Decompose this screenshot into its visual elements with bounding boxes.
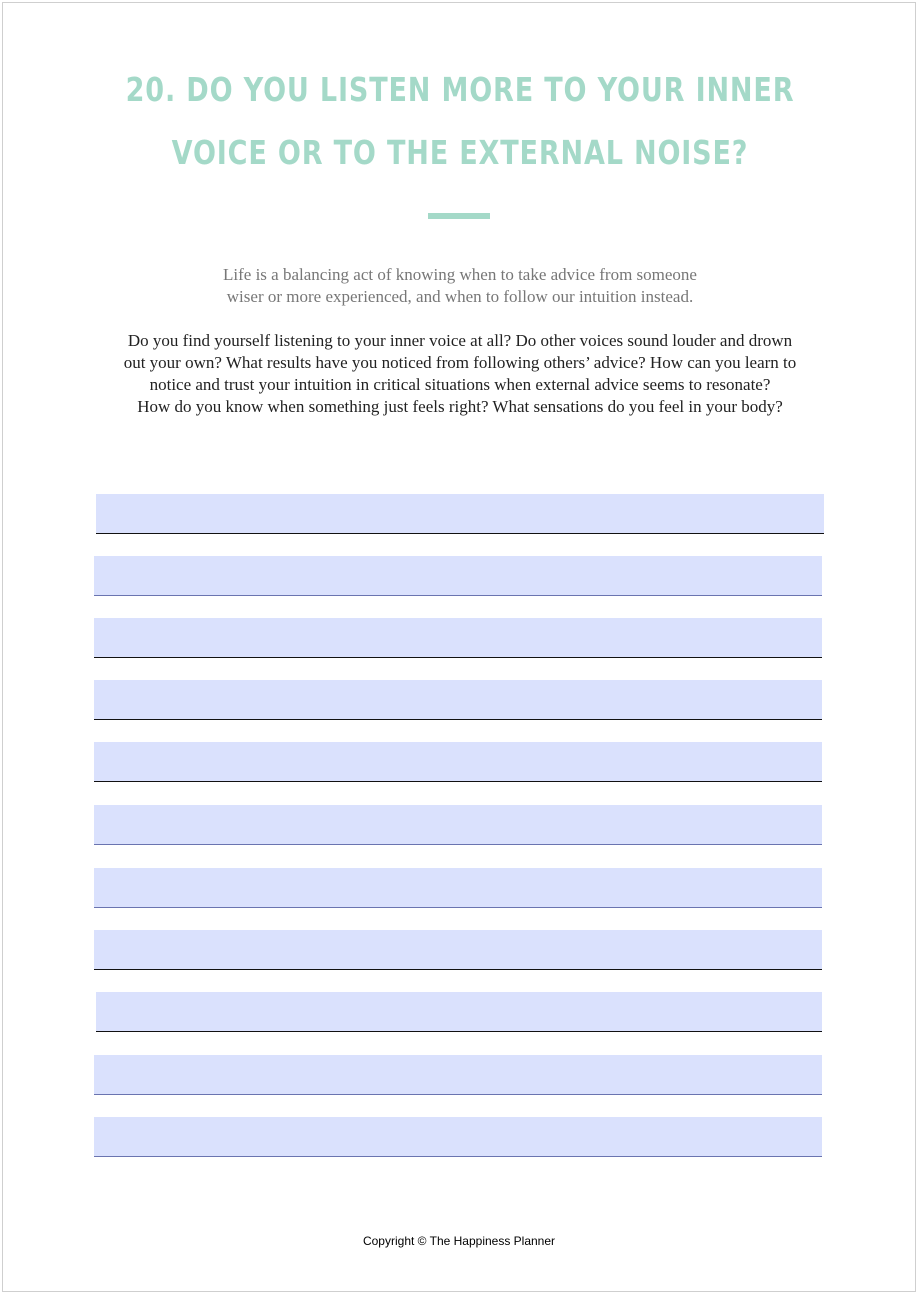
answer-line-field[interactable] xyxy=(94,680,822,720)
answer-line-field[interactable] xyxy=(94,805,822,845)
intro-line-2: wiser or more experienced, and when to follow our intuition instead. xyxy=(226,287,694,306)
answer-line-field[interactable] xyxy=(94,1117,822,1157)
intro-line-1: Life is a balancing act of knowing when to take advice from someone xyxy=(223,265,697,284)
copyright-footer: Copyright © The Happiness Planner xyxy=(362,1234,556,1248)
answer-line-field[interactable] xyxy=(96,992,822,1032)
question-line-4: How do you know when something just feels right? What sensations do you feel in your body? xyxy=(137,397,783,416)
answer-line-field[interactable] xyxy=(94,930,822,970)
question-line-1: Do you find yourself listening to your inner voice at all? Do other voices sound louder and drown xyxy=(127,331,793,350)
question-line-2: out your own? What results have you noticed from following others’ advice? How can you learn to xyxy=(123,353,797,372)
answer-line-field[interactable] xyxy=(94,618,822,658)
answer-line-field[interactable] xyxy=(94,868,822,908)
answer-line-field[interactable] xyxy=(94,1055,822,1095)
answer-line-field[interactable] xyxy=(94,742,822,782)
title-divider xyxy=(428,213,490,219)
page-title-line-1: 20. DO YOU LISTEN MORE TO YOUR INNER xyxy=(125,70,795,109)
answer-line-field[interactable] xyxy=(96,494,824,534)
page-title-line-2: VOICE OR TO THE EXTERNAL NOISE? xyxy=(171,133,749,172)
answer-line-field[interactable] xyxy=(94,556,822,596)
question-line-3: notice and trust your intuition in critical situations when external advice seems to resonate? xyxy=(149,375,771,394)
